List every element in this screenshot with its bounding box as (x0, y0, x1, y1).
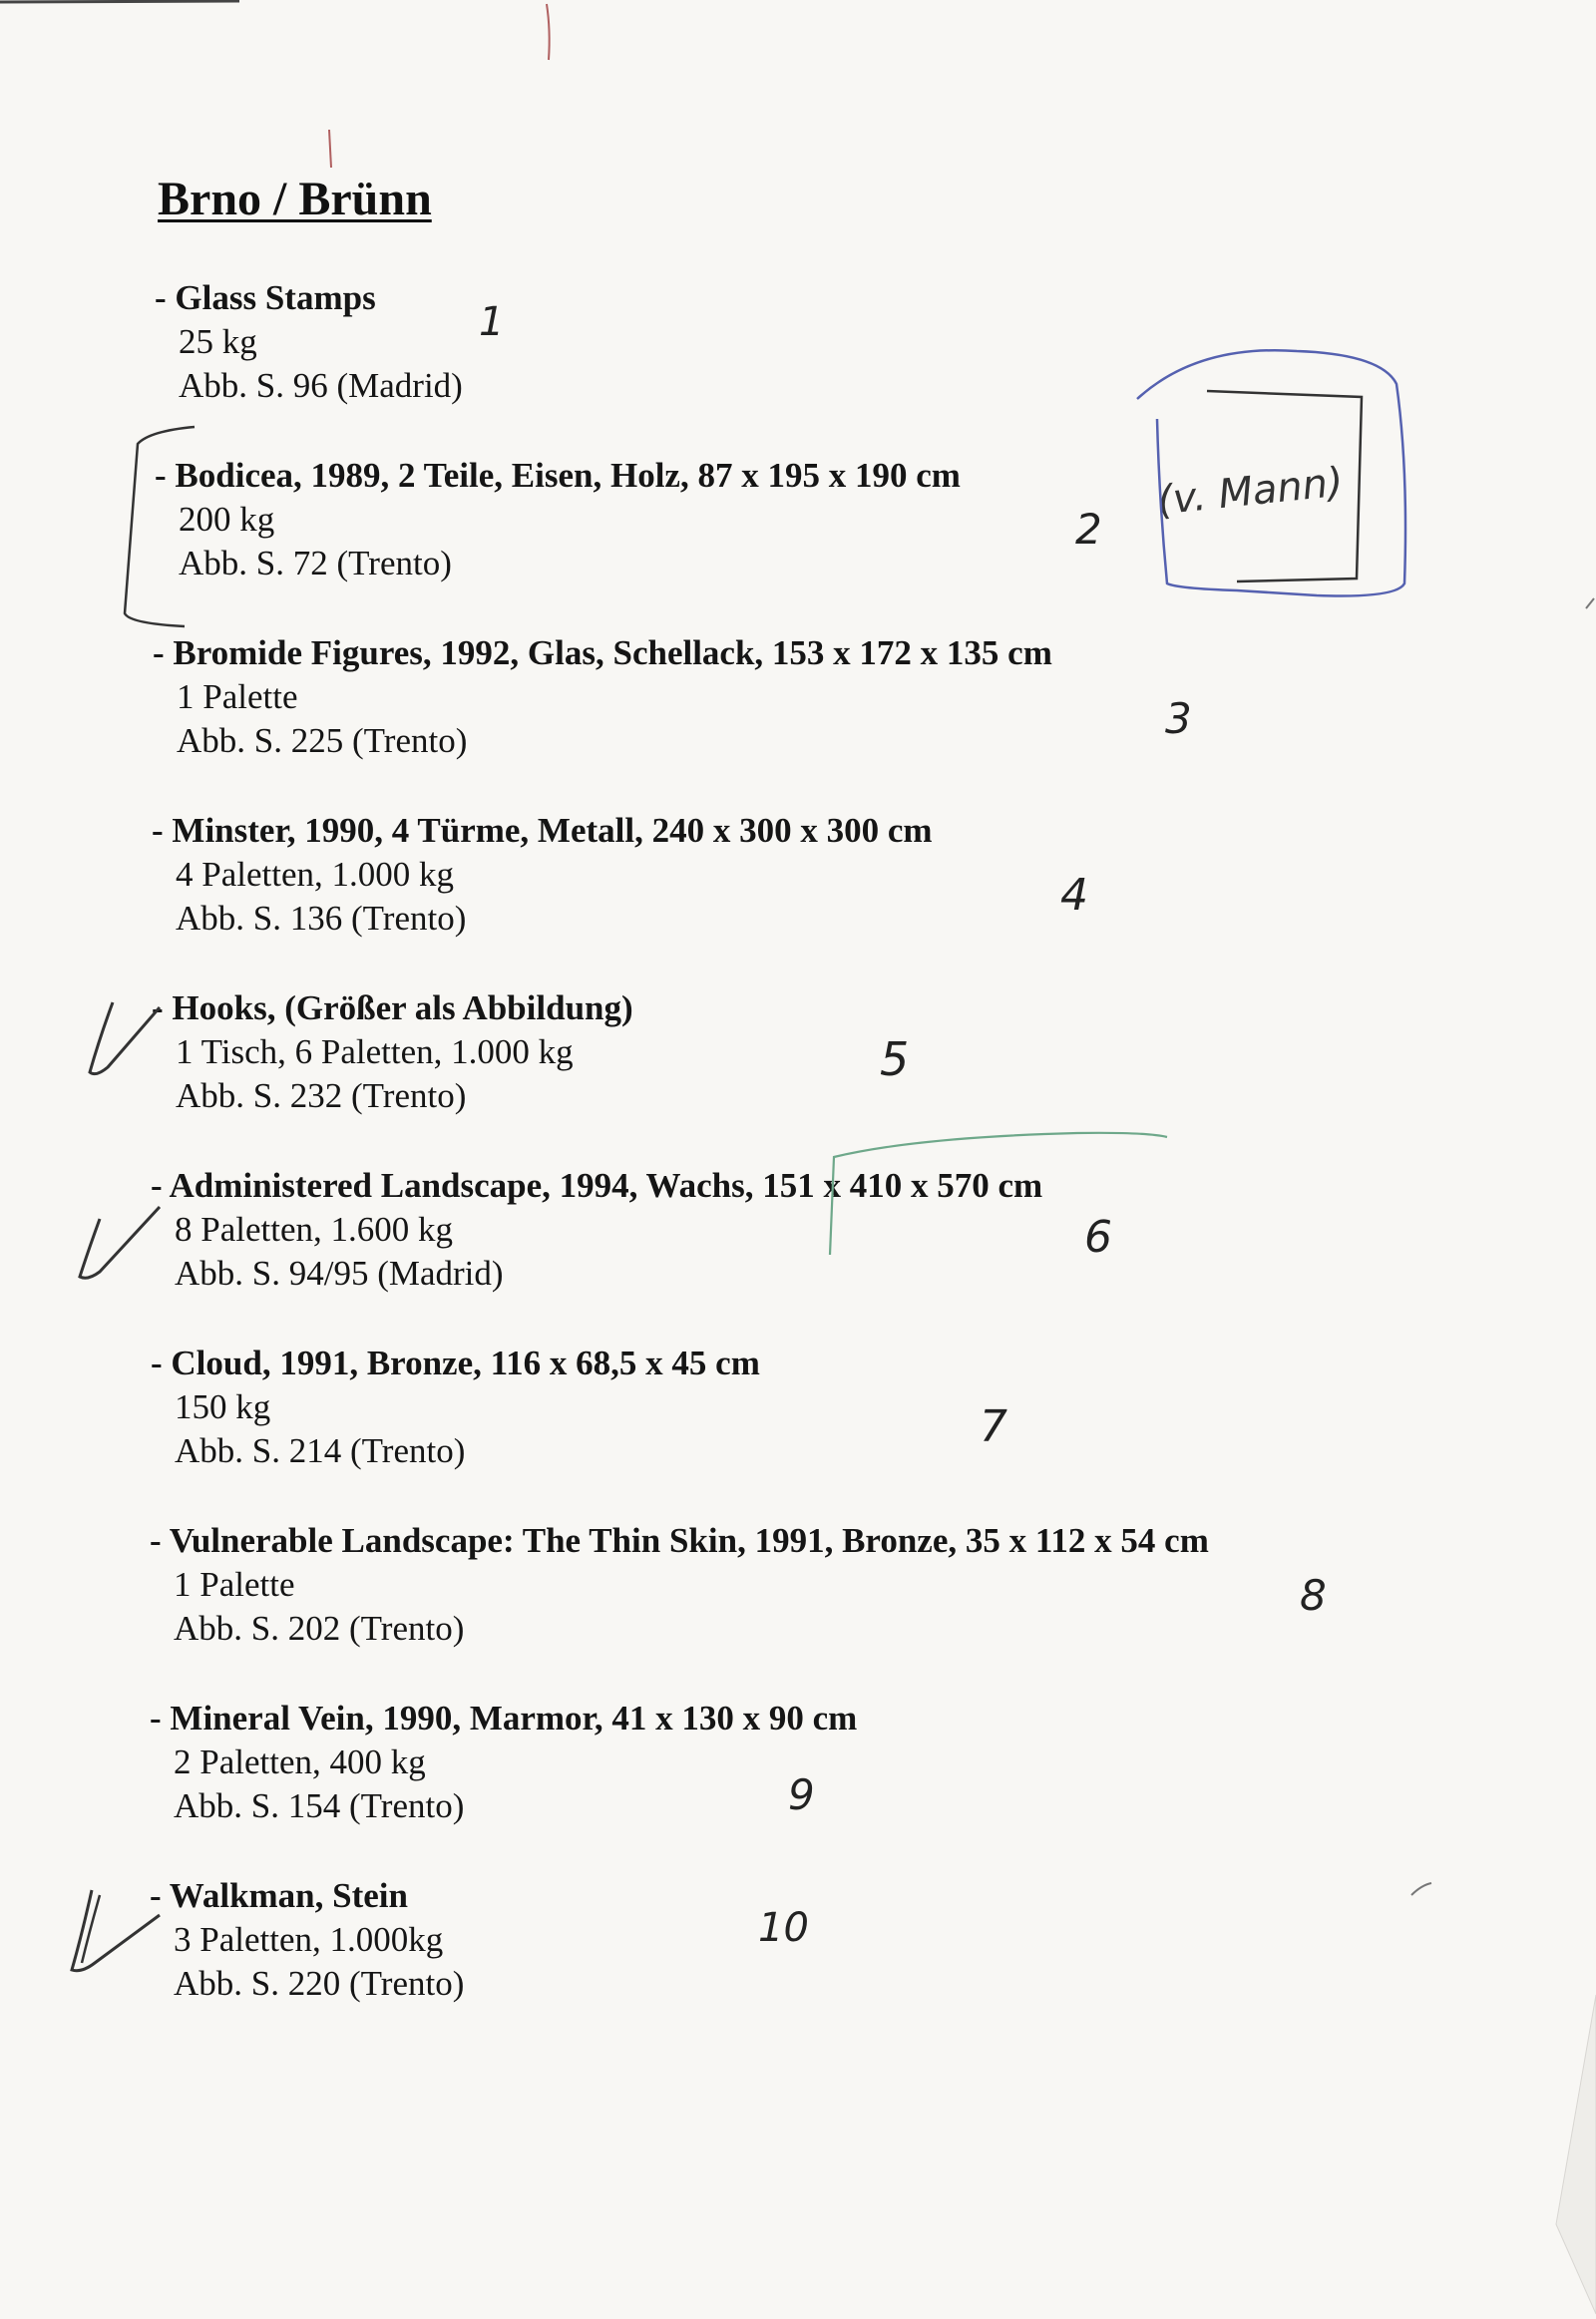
item-reference: Abb. S. 94/95 (Madrid) (175, 1254, 504, 1293)
check-mark-icon (90, 1002, 160, 1074)
pen-stroke-mark (547, 4, 550, 60)
check-mark-icon (72, 1890, 160, 1971)
handwritten-number: 6 (1084, 1212, 1112, 1263)
item-reference: Abb. S. 136 (Trento) (176, 899, 467, 938)
item-weight: 1 Palette (174, 1565, 295, 1604)
handwritten-number: 9 (788, 1770, 815, 1819)
item-heading: - Hooks, (Größer als Abbildung) (152, 988, 633, 1027)
speck-mark (1411, 1883, 1431, 1895)
item-heading: - Vulnerable Landscape: The Thin Skin, 1991, Bronze, 35 x 112 x 54 cm (150, 1521, 1209, 1560)
item-heading: - Cloud, 1991, Bronze, 116 x 68,5 x 45 cm (151, 1344, 760, 1382)
bracket-mark (125, 427, 195, 626)
item-weight: 200 kg (179, 500, 275, 539)
item-reference: Abb. S. 232 (Trento) (176, 1076, 467, 1115)
item-weight: 8 Paletten, 1.600 kg (175, 1210, 453, 1249)
folded-corner (1556, 1995, 1596, 2314)
item-weight: 4 Paletten, 1.000 kg (176, 855, 454, 894)
item-weight: 150 kg (175, 1387, 271, 1426)
item-reference: Abb. S. 220 (Trento) (174, 1964, 465, 2003)
item-heading: - Bodicea, 1989, 2 Teile, Eisen, Holz, 87 x 195 x 190 cm (155, 456, 961, 495)
page-title: Brno / Brünn (158, 173, 432, 225)
item-heading: - Bromide Figures, 1992, Glas, Schellack, 153 x 172 x 135 cm (153, 633, 1052, 672)
item-weight: 1 Palette (177, 677, 298, 716)
item-weight: 2 Paletten, 400 kg (174, 1742, 426, 1781)
item-reference: Abb. S. 154 (Trento) (174, 1786, 465, 1825)
item-weight: 3 Paletten, 1.000kg (174, 1920, 444, 1959)
check-mark-icon (82, 1895, 100, 1963)
item-reference: Abb. S. 202 (Trento) (174, 1609, 465, 1648)
handwritten-number: 3 (1165, 694, 1192, 743)
pen-stroke-mark (329, 130, 331, 168)
item-heading: - Minster, 1990, 4 Türme, Metall, 240 x 300 x 300 cm (152, 811, 933, 850)
handwritten-number: 2 (1075, 505, 1102, 554)
green-pen-mark (830, 1133, 1167, 1255)
inner-box-mark (1207, 391, 1362, 581)
handwritten-number: 5 (880, 1032, 910, 1086)
item-reference: Abb. S. 96 (Madrid) (179, 366, 463, 405)
blue-box-mark (1137, 350, 1405, 595)
handwritten-number: 7 (980, 1401, 1007, 1452)
check-mark-icon (80, 1207, 160, 1278)
speck-mark (1586, 598, 1594, 608)
item-reference: Abb. S. 72 (Trento) (179, 544, 452, 582)
handwritten-number: 4 (1060, 870, 1088, 921)
item-weight: 1 Tisch, 6 Paletten, 1.000 kg (176, 1032, 574, 1071)
handwritten-number: 1 (479, 299, 505, 345)
item-reference: Abb. S. 214 (Trento) (175, 1431, 466, 1470)
handwritten-number: 8 (1300, 1571, 1327, 1620)
item-heading: - Walkman, Stein (150, 1876, 408, 1915)
handwritten-margin-note: (v. Mann) (1155, 459, 1346, 525)
handwritten-number: 10 (758, 1905, 809, 1951)
scan-edge-mark (0, 1, 239, 2)
item-reference: Abb. S. 225 (Trento) (177, 721, 468, 760)
item-heading: - Glass Stamps (155, 278, 376, 317)
item-weight: 25 kg (179, 322, 257, 361)
item-heading: - Administered Landscape, 1994, Wachs, 151 x 410 x 570 cm (151, 1166, 1043, 1205)
item-heading: - Mineral Vein, 1990, Marmor, 41 x 130 x 90 cm (150, 1699, 858, 1738)
